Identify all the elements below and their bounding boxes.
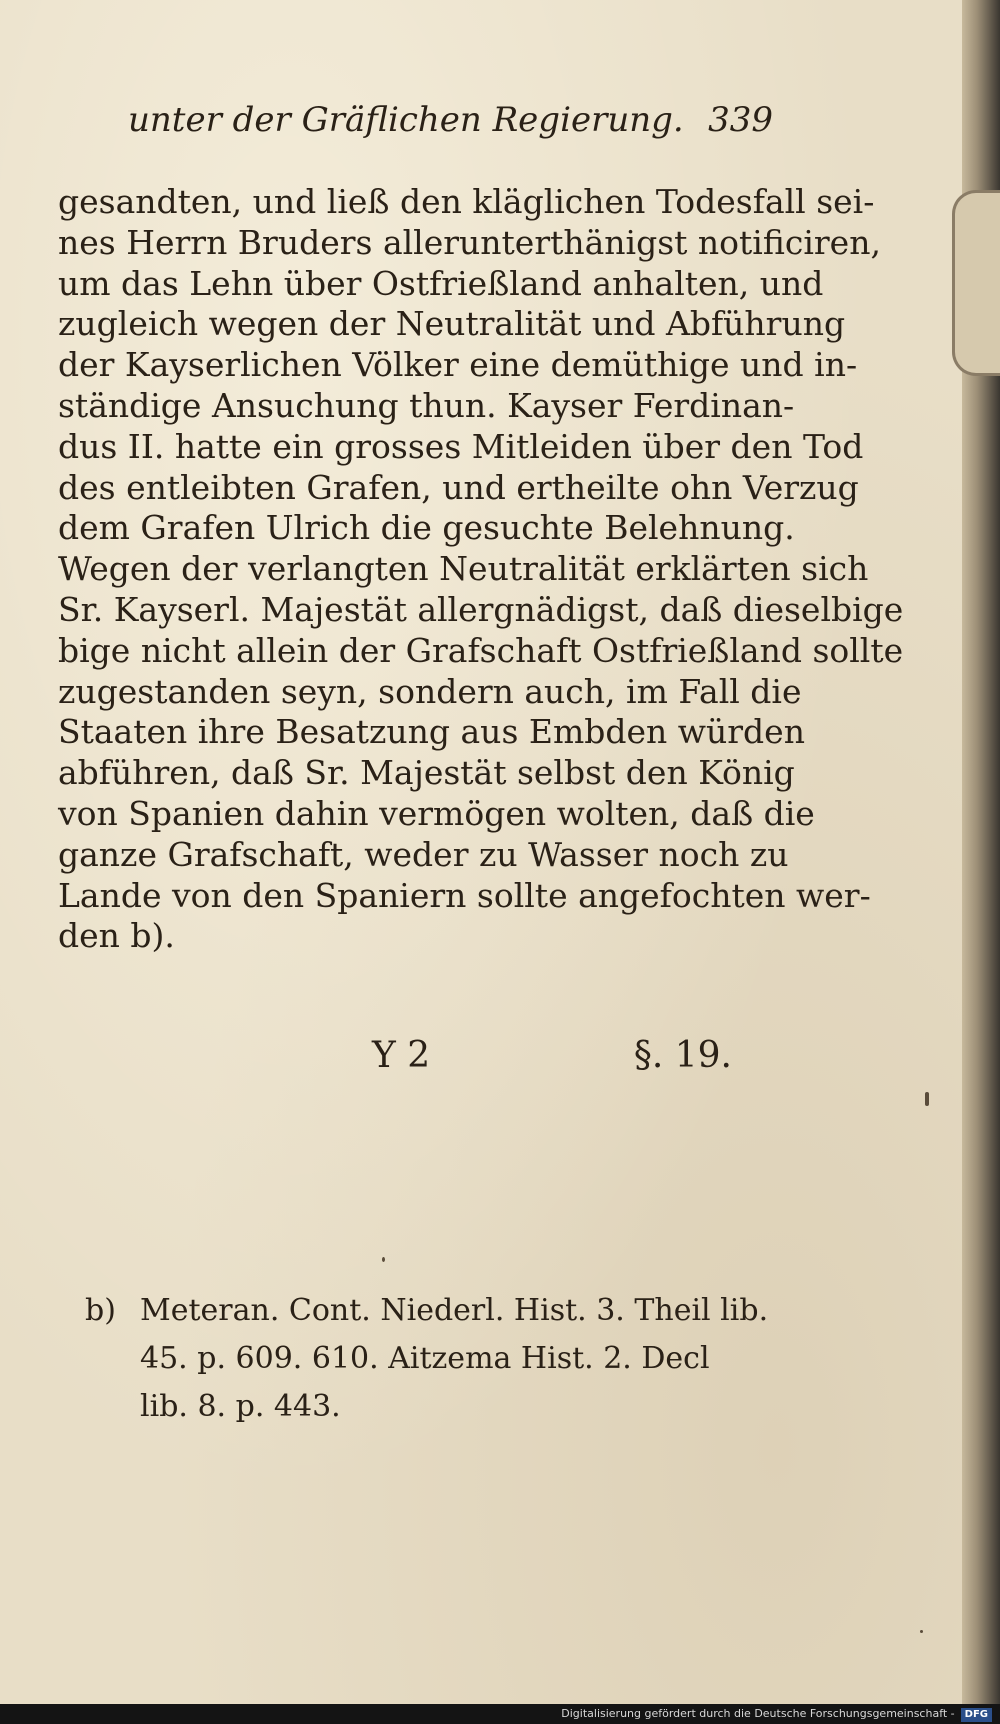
ink-speck: [382, 1257, 385, 1262]
text-line: Lande von den Spaniern sollte angefochten wer-: [58, 875, 871, 915]
footnote-text: Meteran. Cont. Niederl. Hist. 3. Theil lib.: [140, 1293, 769, 1328]
footnote: [85, 1287, 775, 1431]
running-title: unter der Gräflichen Regierung.: [128, 100, 684, 140]
text-line: von Spanien dahin vermögen wolten, daß die: [58, 793, 815, 833]
signature-line: [372, 1035, 732, 1085]
text-line: Sr. Kayserl. Majestät allergnädigst, daß dieselbige: [58, 589, 904, 629]
text-line: nes Herrn Bruders allerunterthänigst notificiren,: [58, 222, 881, 262]
body-text: [58, 182, 904, 957]
catchword-section: §. 19.: [633, 1035, 732, 1076]
text-line: bige nicht allein der Grafschaft Ostfrießland sollte: [58, 630, 904, 670]
text-line: dem Grafen Ulrich die gesuchte Belehnung.: [58, 508, 795, 548]
text-line: ganze Grafschaft, weder zu Wasser noch zu: [58, 834, 789, 874]
text-line: zugleich wegen der Neutralität und Abführung: [58, 304, 846, 344]
running-header: [128, 100, 773, 150]
text-line: des entleibten Grafen, und ertheilte ohn Verzug: [58, 467, 859, 507]
footnote-line: 45. p. 609. 610. Aitzema Hist. 2. Decl: [140, 1341, 710, 1376]
text-line: abführen, daß Sr. Majestät selbst den König: [58, 753, 795, 793]
text-line: der Kayserlichen Völker eine demüthige und in-: [58, 345, 858, 385]
ink-speck: [920, 1630, 923, 1633]
dfg-logo-icon: DFG: [961, 1708, 992, 1722]
footnote-line: lib. 8. p. 443.: [140, 1389, 341, 1424]
text-line: Wegen der verlangten Neutralität erklärten sich: [58, 549, 869, 589]
text-line: gesandten, und ließ den kläglichen Todesfall sei-: [58, 182, 875, 221]
signature-mark: Y 2: [372, 1035, 431, 1076]
ink-speck: [925, 1092, 929, 1106]
text-line: den b).: [58, 916, 175, 956]
credit-text: Digitalisierung gefördert durch die Deutsche Forschungsgemeinschaft -: [561, 1707, 955, 1720]
text-line: ständige Ansuchung thun. Kayser Ferdinan-: [58, 385, 795, 425]
text-line: zugestanden seyn, sondern auch, im Fall die: [58, 671, 802, 711]
dfg-credit-bar: [0, 1704, 1000, 1724]
page-number: 339: [708, 100, 773, 140]
text-line: um das Lehn über Ostfrießland anhalten, und: [58, 263, 824, 303]
footnote-line: [85, 1287, 775, 1335]
text-line: dus II. hatte ein grosses Mitleiden über den Tod: [58, 426, 864, 466]
page-tab-notch: [952, 190, 1000, 376]
text-line: Staaten ihre Besatzung aus Embden würden: [58, 712, 805, 752]
footnote-label: b): [85, 1293, 116, 1328]
